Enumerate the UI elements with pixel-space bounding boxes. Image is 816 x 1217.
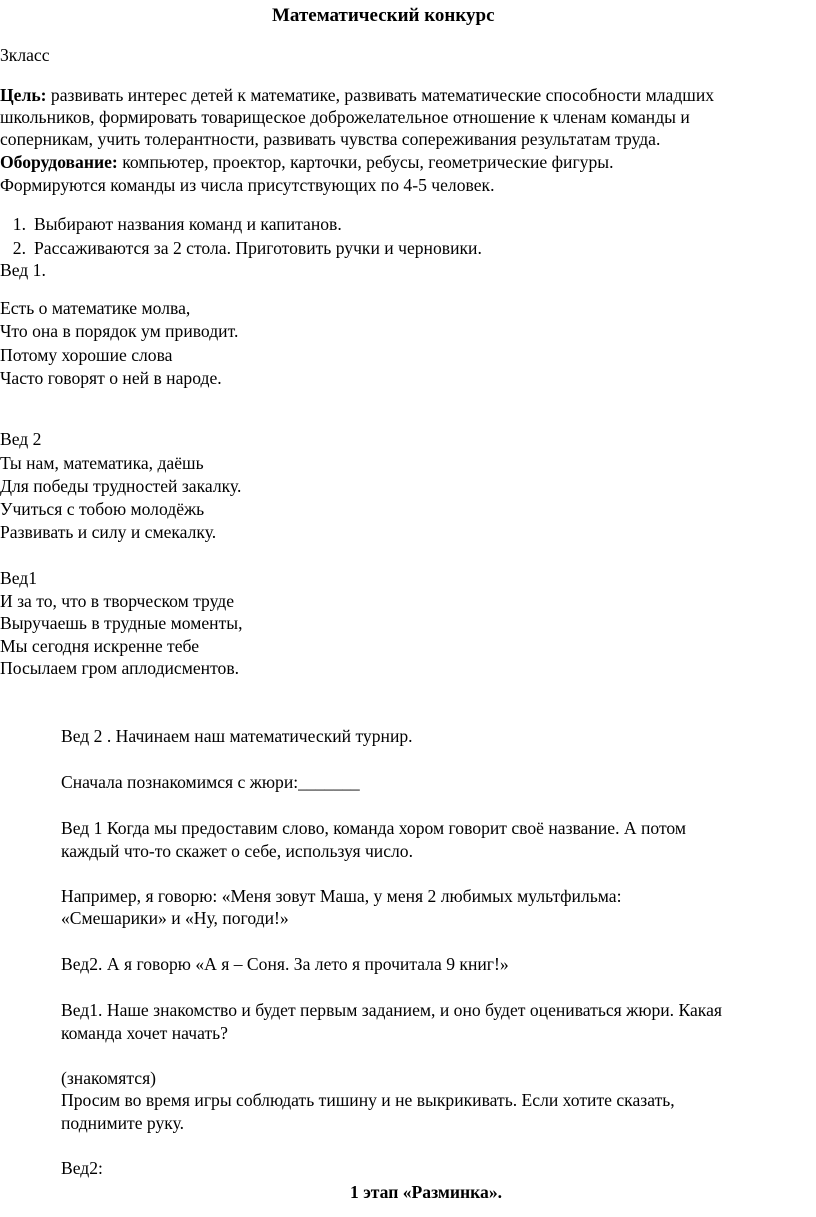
verse-line: Есть о математике молва,	[0, 298, 191, 318]
equipment-line	[0, 151, 614, 173]
dialogue-line: «Смешарики» и «Ну, погоди!»	[61, 908, 289, 928]
dialogue-line: Вед 2 . Начинаем наш математический турнир.	[61, 726, 413, 746]
verse-line: Учиться с тобою молодёжь	[0, 499, 205, 519]
verse-line: И за то, что в творческом труде	[0, 591, 235, 611]
goal-label: Цель:	[0, 85, 47, 105]
dialogue-line: каждый что-то скажет о себе, используя число.	[61, 841, 414, 861]
verse-line: Для победы трудностей закалку.	[0, 476, 242, 496]
verse-line: Мы сегодня искренне тебе	[0, 636, 200, 656]
dialogue-line: Сначала познакомимся с жюри:_______	[61, 772, 360, 792]
equipment-label: Оборудование:	[0, 152, 118, 172]
verse-line: Выручаешь в трудные моменты,	[0, 613, 243, 633]
speaker-label: Вед 2	[0, 429, 42, 449]
equipment-text: компьютер, проектор, карточки, ребусы, геометрические фигуры.	[117, 152, 614, 172]
dialogue-line: Вед2. А я говорю «А я – Соня. За лето я прочитала 9 книг!»	[61, 954, 509, 974]
goal-text-2: школьников, формировать товарищеское доброжелательное отношение к членам команды и	[0, 107, 690, 127]
grade-label: 3класс	[0, 45, 50, 65]
verse-line: Посылаем гром аплодисментов.	[0, 658, 240, 678]
list-item-text: Рассаживаются за 2 стола. Приготовить ручки и черновики.	[34, 238, 482, 258]
goal-line-1	[0, 84, 714, 106]
speaker-label: Вед2:	[61, 1158, 103, 1178]
list-item-text: Выбирают названия команд и капитанов.	[34, 214, 342, 234]
goal-text-1: развивать интерес детей к математике, развивать математические способности младших	[46, 85, 715, 105]
stage-heading: 1 этап «Разминка».	[350, 1182, 503, 1202]
page-title: Математический конкурс	[272, 5, 495, 26]
teams-line: Формируются команды из числа присутствующих по 4-5 человек.	[0, 175, 495, 195]
dialogue-line: Просим во время игры соблюдать тишину и не выкрикивать. Если хотите сказать,	[61, 1090, 675, 1110]
dialogue-line: Вед 1 Когда мы предоставим слово, команда хором говорит своё название. А потом	[61, 818, 686, 838]
dialogue-line: (знакомятся)	[61, 1068, 157, 1088]
dialogue-line: Вед1. Наше знакомство и будет первым заданием, и оно будет оцениваться жюри. Какая	[61, 1000, 722, 1020]
verse-line: Часто говорят о ней в народе.	[0, 368, 222, 388]
verse-line: Потому хорошие слова	[0, 345, 173, 365]
dialogue-line: Например, я говорю: «Меня зовут Маша, у меня 2 любимых мультфильма:	[61, 886, 622, 906]
list-item-number: 1.	[12, 214, 26, 234]
speaker-label: Вед 1.	[0, 260, 46, 280]
list-item	[0, 213, 342, 235]
verse-line: Что она в порядок ум приводит.	[0, 321, 239, 341]
list-item	[0, 237, 482, 259]
dialogue-line: команда хочет начать?	[61, 1023, 228, 1043]
verse-line: Развивать и силу и смекалку.	[0, 522, 217, 542]
goal-text-3: соперникам, учить толерантности, развивать чувства сопереживания результатам труда.	[0, 129, 661, 149]
speaker-label: Вед1	[0, 568, 38, 588]
verse-line: Ты нам, математика, даёшь	[0, 453, 204, 473]
list-item-number: 2.	[12, 238, 26, 258]
dialogue-line: поднимите руку.	[61, 1113, 185, 1133]
